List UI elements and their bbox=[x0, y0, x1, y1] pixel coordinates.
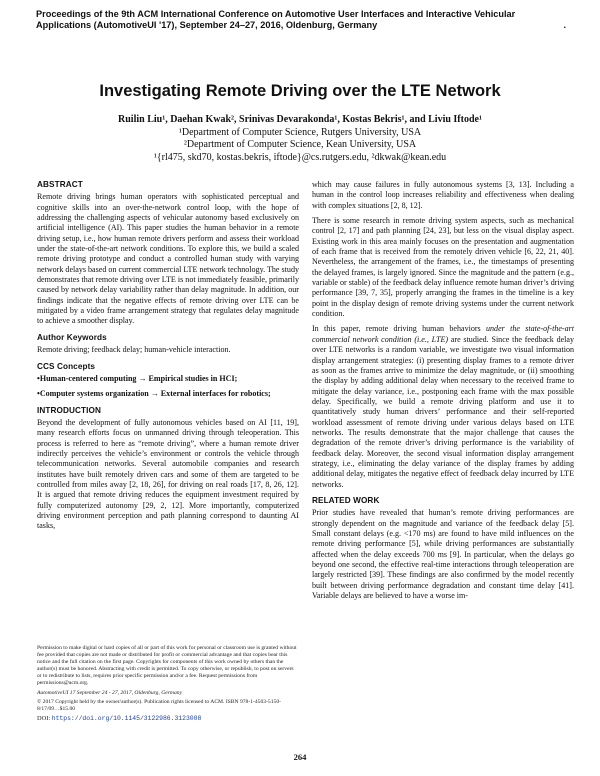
ccs-item-2: •Computer systems organization → External interfaces for robotics; bbox=[37, 389, 271, 399]
proceedings-header bbox=[36, 9, 566, 31]
abstract-text: Remote driving brings human operators with sophisticated perceptual and cognitive skills into an over-the-network control loop, with the hope of addressing the challenging aspects of vehicular autonomy based exclusively on artificial intelligence (AI). This paper studies the human behavior in a remote driving setup, i.e., how human remote drivers perform and assess their workload under the state-of-the-art network conditions. To explore this, we build a scaled remote driving prototype and conduct a controlled human study with varying network delays based on current commercial LTE network technology. The study demonstrates that remote driving over LTE is not immediately feasible, primarily caused by network delay variability rather than delay magnitude. In addition, our findings indicate that the negative effects of remote driving over LTE can be mitigated by a video frame arrangement strategy that regulates delay magnitude to achieve a smoother display. bbox=[37, 192, 299, 326]
ccs-heading: CCS Concepts bbox=[37, 361, 96, 371]
author-block bbox=[0, 114, 600, 164]
right-column bbox=[312, 180, 574, 606]
page-number: 264 bbox=[293, 752, 307, 762]
proceedings-line-2-tail: . bbox=[563, 20, 566, 30]
related-work-heading: RELATED WORK bbox=[312, 495, 380, 505]
intro-continuation-2: There is some research in remote driving system aspects, such as mechanical control [2, 17] and path planning [24, 23], but less on the visual display aspect. Existing work in this area mainly focuses on the presentation and augmentation of each frame that is received from the remotely driven vehicle [6, 22, 21, 40]. Nevertheless, the arrangement of the frames, i.e., the timestamps of presenting the delayed frames, is largely ignored. Since the magnitude and the pattern (e.g., variable or stable) of the feedback delay influence remote human driver’s driving performance [39, 7, 35], properly arranging the frames in the timeline is a key point in the display design of remote driving systems under the current network condition. bbox=[312, 216, 574, 319]
copyright-footnote bbox=[37, 645, 299, 724]
doi-line bbox=[37, 715, 299, 722]
introduction-text: Beyond the development of fully autonomous vehicles based on AI [11, 19], many research efforts focus on unmanned driving through teleoperation. This process is referred to here as “remote driving”, where a human remote driver indirectly perceives the vehicle’s environment or controls the vehicle through telecommunication networks. Several automobile companies and research institutes have built remotely driven cars and some of them are targeted to be controlled from miles away [2, 18, 26], for driving on real roads [17, 8, 26, 12]. It is argued that remote driving reduces the equipment investment required by fully computerized autonomy [29, 2, 12]. More importantly, computerized driving environment perception and path planning correspond to daunting AI tasks, bbox=[37, 417, 299, 531]
permission-notice: Permission to make digital or hard copies of all or part of this work for personal or classroom use is granted without fee provided that copies are not made or distributed for profit or commercial advantage and that copies bear this notice and the full citation on the first page. Copyrights for components of this work owned by others than the author(s) must be honored. Abstracting with credit is permitted. To copy otherwise, or republish, to post on servers or to redistribute to lists, requires prior specific permission and/or a fee. Request permissions from permissions@acm.org. bbox=[37, 645, 297, 687]
keywords-heading: Author Keywords bbox=[37, 332, 107, 342]
venue-text: AutomotiveUI 17 September 24 - 27, 2017, Oldenburg, Germany bbox=[37, 689, 183, 696]
intro-continuation-3 bbox=[312, 324, 574, 490]
affiliation-1: ¹Department of Computer Science, Rutgers University, USA bbox=[178, 126, 422, 138]
intro-p3-start: In this paper, remote driving human behaviors bbox=[312, 324, 486, 334]
paper-title: Investigating Remote Driving over the LTE Network bbox=[99, 82, 501, 100]
proceedings-line-1: Proceedings of the 9th ACM International Conference on Automotive User Interfaces and Interactive Vehicular bbox=[36, 9, 516, 19]
author-emails: ¹{rl475, skd70, kostas.bekris, iftode}@cs.rutgers.edu, ²dkwak@kean.edu bbox=[153, 151, 447, 163]
keywords-text: Remote driving; feedback delay; human-vehicle interaction. bbox=[37, 345, 231, 355]
copyright-line: © 2017 Copyright held by the owner/author(s). Publication rights licensed to ACM. ISBN 978-1-4503-5150-8/17/09…$15.00 bbox=[37, 698, 281, 712]
doi-link[interactable]: https://doi.org/10.1145/3122986.3123008 bbox=[51, 714, 202, 722]
affiliation-2: ²Department of Computer Science, Kean University, USA bbox=[183, 139, 417, 151]
proceedings-line-2: Applications (AutomotiveUI '17), September 24–27, 2016, Oldenburg, Germany bbox=[36, 20, 378, 30]
doi-label: DOI: bbox=[37, 714, 51, 722]
left-column bbox=[37, 180, 299, 537]
intro-p3-end: are studied. Since the feedback delay over LTE networks is a random variable, we investigate two visual information display arrangement strategies: (i) presenting display frames to a remote driver as soon as the frames arrive to minimize the delay magnitude, or (ii) smoothing the display by adding additional delay when necessary to the received frame to mitigate the delay variance, i.e., postponing each frame with the max possible delay. Specifically, we build a remote driving platform and use it to quantitatively study human drivers’ performance and their self-reported workload assessment of remote driving under various delays based on LTE networks. The results demonstrate that the major challenge that causes the degradation of the remote driver’s driving performance is the variability of feedback delay. Moreover, the second visual information display arrangement strategy, i.e., eliminating the delay variance of the display frames by adding additional delay, mitigates the negative effect of feedback delay incurred by LTE networks. bbox=[312, 334, 574, 489]
related-work-text: Prior studies have revealed that human’s remote driving performances are strongly dependent on the magnitude and variance of the feedback delay [5]. Small constant delays (e.g. <170 ms) are found to have mild influences on the remote driving performance [5], while driving performances are substantially affected when the delay exceeds 700 ms [9]. In particular, when the delays go beyond one second, the effective real-time interactions through teleoperation are largely restricted [39]. These findings are also confirmed by the model recently built between driving performance degradation and constant time delay [41]. Variable delays are believed to have a worse im- bbox=[312, 508, 574, 601]
author-names: Ruilin Liu¹, Daehan Kwak², Srinivas Devarakonda¹, Kostas Bekris¹, and Liviu Iftode¹ bbox=[118, 114, 482, 125]
proceedings-line-2-row bbox=[36, 20, 566, 31]
ccs-item-1: •Human-centered computing → Empirical studies in HCI; bbox=[37, 373, 238, 383]
intro-p3-emphasis: under the state-of-the-art commercial network condition (i.e., LTE) bbox=[312, 324, 574, 344]
venue-line bbox=[37, 690, 299, 697]
abstract-heading: ABSTRACT bbox=[37, 180, 83, 189]
introduction-heading: INTRODUCTION bbox=[37, 405, 101, 415]
intro-continuation-1: which may cause failures in fully autonomous systems [3, 13]. Including a human in the control loop increases reliability and effectiveness when dealing with complex situations [2, 8, 12]. bbox=[312, 180, 574, 210]
